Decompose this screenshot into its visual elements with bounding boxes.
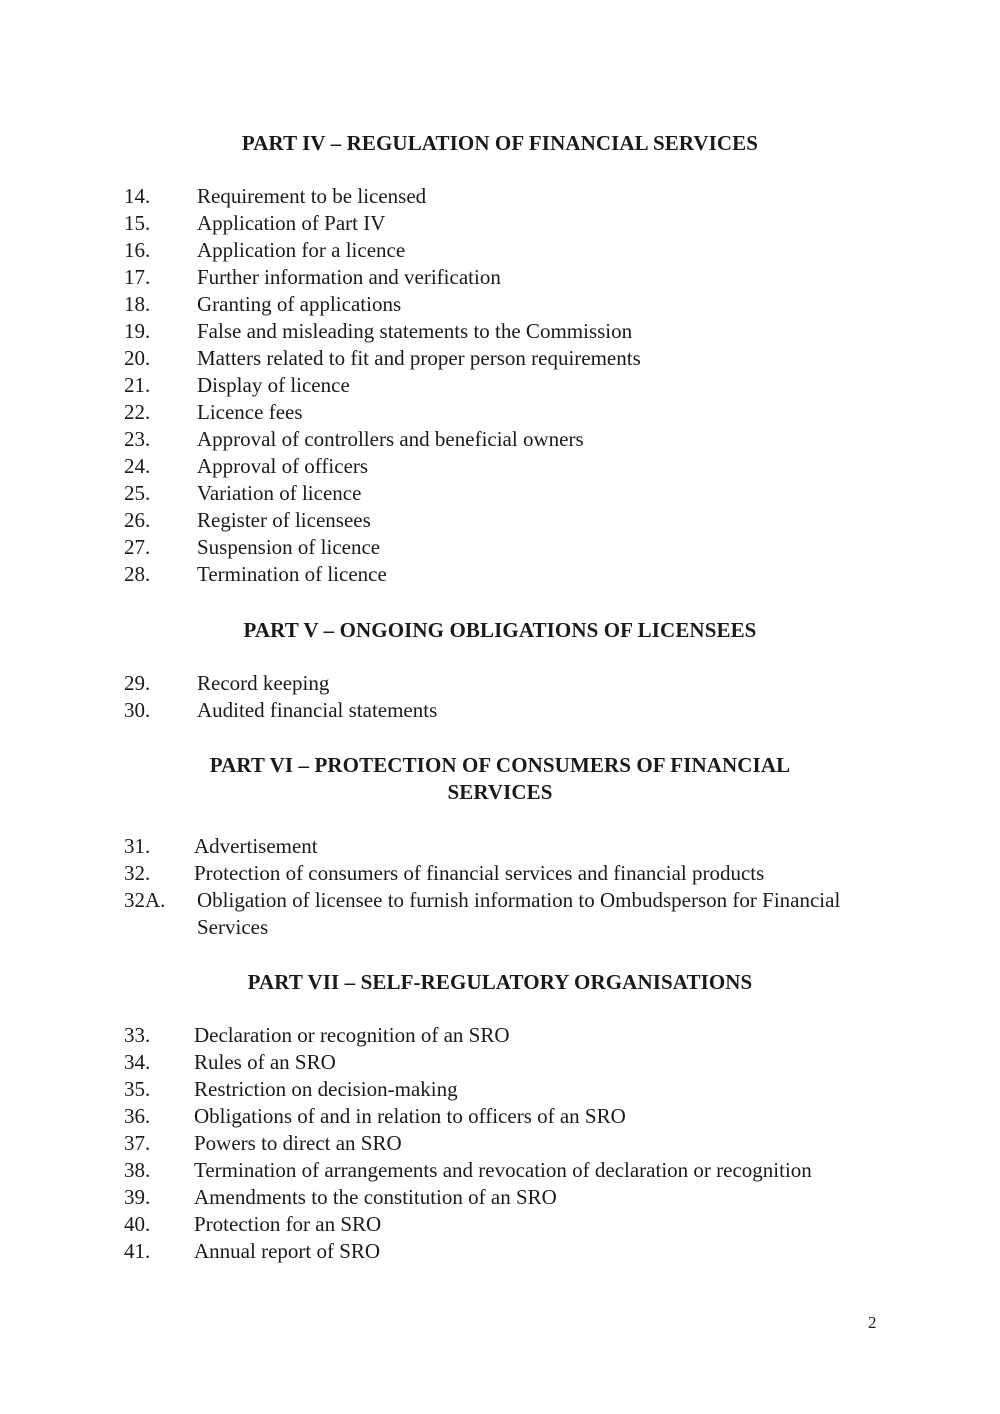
- entry-number: 32.: [124, 861, 151, 885]
- entry-number: 41.: [124, 1239, 151, 1263]
- entry-number: 24.: [124, 454, 151, 478]
- entry-title: Licence fees: [197, 400, 303, 424]
- part-v-heading: [0, 617, 1000, 644]
- entry-title: Variation of licence: [197, 481, 362, 505]
- entry-title: Termination of arrangements and revocation of declaration or recognition: [194, 1158, 812, 1182]
- entry-number: 16.: [124, 238, 151, 262]
- entry-title: Annual report of SRO: [194, 1239, 381, 1263]
- entry-title: Advertisement: [194, 834, 318, 858]
- entry-title: Record keeping: [197, 671, 330, 695]
- entry-title: Protection for an SRO: [194, 1212, 382, 1236]
- entry-title: Declaration or recognition of an SRO: [194, 1023, 510, 1047]
- entry-title: Rules of an SRO: [194, 1050, 336, 1074]
- entry-number: 14.: [124, 184, 151, 208]
- entry-number: 28.: [124, 562, 151, 586]
- entry-title: Obligations of and in relation to officers of an SRO: [194, 1104, 626, 1128]
- entry-number: 15.: [124, 211, 151, 235]
- entry-number: 32A.: [124, 888, 166, 912]
- entry-number: 23.: [124, 427, 151, 451]
- entry-title: Further information and verification: [197, 265, 501, 289]
- entry-number: 29.: [124, 671, 151, 695]
- entry-number: 19.: [124, 319, 151, 343]
- heading-line: PART V – ONGOING OBLIGATIONS OF LICENSEES: [243, 618, 757, 642]
- heading-line: PART VI – PROTECTION OF CONSUMERS OF FINANCIAL: [209, 753, 791, 777]
- entry-number: 18.: [124, 292, 151, 316]
- entry-title: Termination of licence: [197, 562, 387, 586]
- entry-number: 17.: [124, 265, 151, 289]
- entry-title: Application of Part IV: [197, 211, 386, 235]
- entry-number: 31.: [124, 834, 151, 858]
- entry-title: Suspension of licence: [197, 535, 381, 559]
- page-number: 2: [868, 1313, 877, 1332]
- part-vi-heading: [0, 752, 1000, 806]
- part-vii-heading: [0, 969, 1000, 996]
- part-iv-heading: [0, 130, 1000, 157]
- heading-line: PART IV – REGULATION OF FINANCIAL SERVICES: [241, 131, 759, 155]
- entry-number: 34.: [124, 1050, 151, 1074]
- entry-title: Display of licence: [197, 373, 350, 397]
- entry-number: 26.: [124, 508, 151, 532]
- entry-number: 38.: [124, 1158, 151, 1182]
- entry-title: Obligation of licensee to furnish information to Ombudsperson for Financial Services: [197, 888, 841, 939]
- entry-title: Matters related to fit and proper person requirements: [197, 346, 641, 370]
- entry-title: Amendments to the constitution of an SRO: [194, 1185, 557, 1209]
- entry-title: Approval of officers: [197, 454, 369, 478]
- entry-title: Audited financial statements: [197, 698, 438, 722]
- entry-title: Restriction on decision-making: [194, 1077, 458, 1101]
- entry-number: 21.: [124, 373, 151, 397]
- entry-number: 35.: [124, 1077, 151, 1101]
- entry-title: Register of licensees: [197, 508, 371, 532]
- entry-title: Powers to direct an SRO: [194, 1131, 402, 1155]
- heading-line: PART VII – SELF-REGULATORY ORGANISATIONS: [247, 970, 753, 994]
- entry-number: 33.: [124, 1023, 151, 1047]
- entry-title: Approval of controllers and beneficial owners: [197, 427, 584, 451]
- entry-number: 39.: [124, 1185, 151, 1209]
- entry-title: Application for a licence: [197, 238, 406, 262]
- entry-number: 25.: [124, 481, 151, 505]
- entry-title: Protection of consumers of financial services and financial products: [194, 861, 765, 885]
- entry-number: 20.: [124, 346, 151, 370]
- entry-number: 27.: [124, 535, 151, 559]
- entry-number: 30.: [124, 698, 151, 722]
- entry-number: 37.: [124, 1131, 151, 1155]
- entry-title: Requirement to be licensed: [197, 184, 427, 208]
- entry-number: 36.: [124, 1104, 151, 1128]
- heading-line: SERVICES: [447, 780, 553, 804]
- entry-number: 22.: [124, 400, 151, 424]
- entry-number: 40.: [124, 1212, 151, 1236]
- entry-title: False and misleading statements to the Commission: [197, 319, 633, 343]
- entry-title: Granting of applications: [197, 292, 402, 316]
